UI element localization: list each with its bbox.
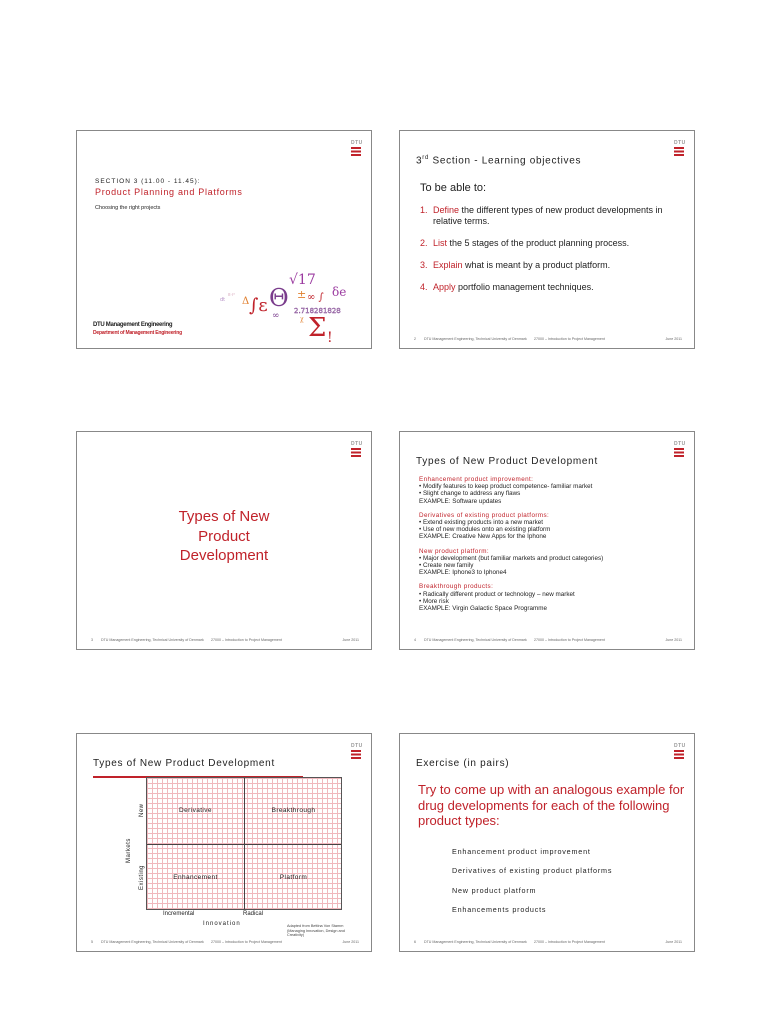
dtu-logo: DTU — [351, 441, 362, 457]
dtu-logo-bars — [351, 147, 361, 156]
slide-title: 3rd Section - Learning objectives — [416, 155, 582, 167]
dtu-logo-bars — [351, 750, 361, 759]
section-subtitle: Product Planning and Platforms — [95, 187, 243, 197]
section-tagline: Choosing the right projects — [95, 205, 161, 211]
type-heading: Derivatives of existing product platforms: — [419, 511, 550, 519]
slide-4-types — [399, 431, 695, 650]
slide-3-section-title — [76, 431, 372, 650]
svg-text:2.718281828: 2.718281828 — [294, 307, 341, 315]
math-symbols-art — [214, 256, 369, 349]
x-axis-label: Innovation — [203, 921, 241, 927]
slide-footer: 2 DTU Management Engineering, Technical University of Denmark 27000 – Introduction to Project Management June 2011 — [414, 337, 682, 341]
types-list: Enhancement product improvement: • Modify features to keep product competence- familiar market • Slight change to address any flaws EXAMPLE: Software updates Derivatives of existing product platforms: • Extend existing products into a new market • Use of new modules onto an existing platform EXAMPLE: Creative New Apps for the Iphone New product platform: • Major development (but familiar markets and product categories) • Create new family EXAMPLE: Iphone3 to Iphone4 Breakthrough products: • Radically different product or technology – new market • More risk EXAMPLE: Virgin Galactic Space Programme — [419, 476, 684, 612]
objectives-intro: To be able to: — [420, 182, 487, 194]
section-heading: Types of New Product Development — [178, 508, 270, 564]
slide-footer: 6 DTU Management Engineering, Technical University of Denmark 27000 – Introduction to Project Management June 2011 — [414, 940, 682, 944]
matrix-cell-breakthrough: Breakthrough — [271, 807, 316, 814]
type-heading: Enhancement product improvement: — [419, 476, 534, 483]
matrix-cell-derivative: Derivative — [179, 807, 212, 814]
slide-6-exercise — [399, 733, 695, 952]
dtu-logo: DTU — [674, 743, 685, 759]
slide-title: Types of New Product Development — [93, 758, 275, 769]
dtu-logo: DTU — [674, 441, 685, 457]
svg-text:Θ: Θ — [269, 284, 289, 312]
slide-footer: 5 DTU Management Engineering, Technical University of Denmark 27000 – Introduction to Project Management June 2011 — [91, 940, 359, 944]
dtu-logo-bars — [674, 448, 684, 457]
objective-item: 4. Apply portfolio management techniques. — [420, 282, 594, 292]
objective-item: 2. List the 5 stages of the product planning process. — [420, 238, 630, 248]
product-type-item: Enhancements products — [452, 904, 547, 914]
svg-text:π·r²: π·r² — [228, 292, 235, 297]
matrix-cell-enhancement: Enhancement — [173, 874, 218, 881]
x-label-incremental: Incremental — [163, 911, 195, 917]
dtu-logo-bars — [674, 750, 684, 759]
svg-text:Δ: Δ — [242, 296, 250, 307]
slide-title: Exercise (in pairs) — [416, 758, 510, 769]
dtu-logo: DTU — [351, 140, 362, 156]
slide-footer: 3 DTU Management Engineering, Technical University of Denmark 27000 – Introduction to Project Management June 2011 — [91, 638, 359, 642]
y-label-new: New — [139, 803, 145, 817]
product-type-item: New product platform — [452, 885, 537, 895]
svg-text:∞ ∫: ∞ ∫ — [307, 292, 324, 303]
department-name: DTU Management Engineering — [93, 322, 173, 328]
slide-1-title — [76, 130, 372, 349]
objective-item: 1. Define the different types of new product developments in relative terms. — [420, 205, 663, 226]
slide-2-objectives — [399, 130, 695, 349]
matrix-divider-horizontal — [147, 844, 341, 845]
product-type-list — [452, 847, 612, 924]
matrix-cell-platform: Platform — [279, 874, 308, 881]
objectives-list — [420, 205, 680, 304]
svg-text:∞: ∞ — [272, 311, 280, 321]
dtu-logo-bars — [674, 147, 684, 156]
svg-text:√17: √17 — [289, 272, 316, 288]
product-matrix — [146, 777, 342, 910]
svg-text:δe: δe — [332, 285, 347, 299]
y-axis-label: Markets — [126, 838, 132, 863]
dtu-logo: DTU — [674, 140, 685, 156]
objective-item: 3. Explain what is meant by a product platform. — [420, 260, 611, 270]
department-subtitle: Department of Management Engineering — [93, 330, 182, 336]
source-credit: Adapted from Bettina Von Stamm (Managing Innovation, Design and Creativity) — [287, 924, 345, 937]
svg-text:!: ! — [327, 330, 333, 346]
slide-5-matrix — [76, 733, 372, 952]
exercise-prompt: Try to come up with an analogous example for drug developments for each of the following product types: — [418, 782, 685, 828]
dtu-logo: DTU — [351, 743, 362, 759]
svg-text:dt: dt — [220, 297, 226, 303]
section-label: SECTION 3 (11.00 - 11.45): — [95, 178, 201, 185]
slide-footer: 4 DTU Management Engineering, Technical University of Denmark 27000 – Introduction to Project Management June 2011 — [414, 638, 682, 642]
svg-text:±: ± — [297, 288, 307, 301]
x-label-radical: Radical — [243, 911, 264, 917]
svg-text:∫ε: ∫ε — [249, 295, 268, 316]
type-heading: Breakthrough products: — [419, 583, 494, 591]
svg-text:Σ: Σ — [308, 313, 327, 343]
dtu-logo-bars — [351, 448, 361, 457]
type-heading: New product platform: — [419, 547, 489, 555]
product-type-item: Derivatives of existing product platforms — [452, 866, 613, 876]
product-type-item: Enhancement product improvement — [452, 847, 591, 856]
slide-title: Types of New Product Development — [416, 456, 598, 467]
y-label-existing: Existing — [139, 864, 145, 890]
svg-text:χ: χ — [300, 316, 304, 323]
